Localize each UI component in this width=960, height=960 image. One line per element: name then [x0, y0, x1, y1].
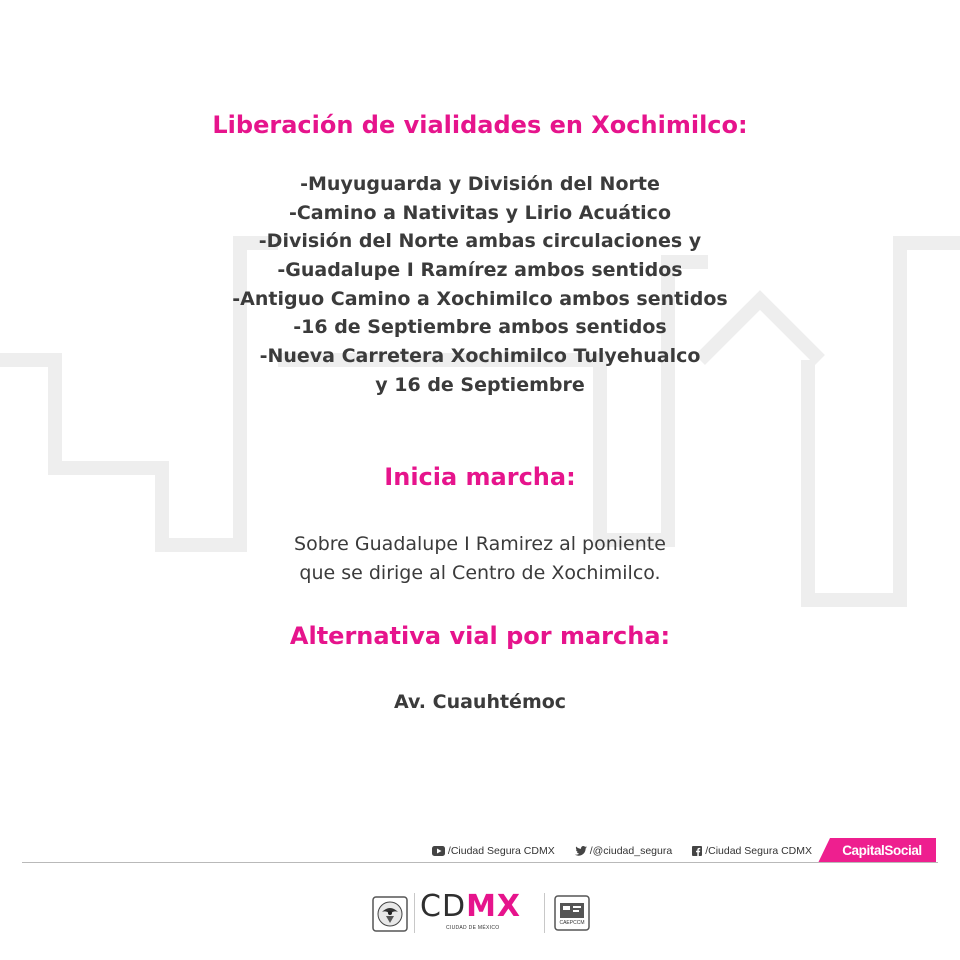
capital-social-badge[interactable] — [818, 838, 936, 863]
youtube-link[interactable] — [432, 845, 555, 857]
march-description — [0, 530, 960, 588]
road-item: -16 de Septiembre ambos sentidos — [293, 316, 667, 339]
march-line: Sobre Guadalupe I Ramirez al poniente — [294, 533, 666, 555]
twitter-link[interactable] — [575, 845, 672, 857]
facebook-link[interactable] — [692, 845, 812, 857]
road-item: -División del Norte ambas circulaciones y — [258, 230, 702, 253]
road-list — [0, 170, 960, 400]
youtube-icon — [432, 846, 445, 856]
cdmx-subtitle: CIUDAD DE MÉXICO — [446, 925, 500, 931]
caepccm-logo — [554, 895, 590, 931]
heading-alternative-route: Alternativa vial por marcha: — [289, 622, 671, 650]
twitter-label: /@ciudad_segura — [589, 845, 673, 857]
road-item: -Nueva Carretera Xochimilco Tulyehualco — [259, 345, 701, 368]
cdmx-wordmark — [420, 890, 521, 924]
wordmark-mx: MX — [466, 889, 522, 924]
road-item: -Muyuguarda y División del Norte — [300, 173, 660, 195]
social-links — [432, 839, 812, 863]
march-line: que se dirige al Centro de Xochimilco. — [299, 562, 661, 584]
alternative-route: Av. Cuauhtémoc — [393, 691, 567, 713]
facebook-icon — [692, 846, 702, 856]
caepccm-label: CAEPCCM — [559, 920, 585, 926]
youtube-label: /Ciudad Segura CDMX — [447, 845, 555, 857]
footer-divider — [22, 862, 938, 863]
road-item: -Antiguo Camino a Xochimilco ambos sentidos — [232, 287, 728, 310]
road-item: -Camino a Nativitas y Lirio Acuático — [288, 201, 672, 224]
road-item: -Guadalupe I Ramírez ambos sentidos — [277, 259, 683, 282]
road-item: y 16 de Septiembre — [375, 373, 585, 396]
badge-label: CapitalSocial — [842, 843, 922, 858]
heading-march-start: Inicia marcha: — [384, 463, 576, 491]
cdmx-logo-block — [368, 889, 592, 937]
facebook-label: /Ciudad Segura CDMX — [705, 845, 812, 857]
seal-icon — [372, 896, 408, 932]
logo-divider — [414, 893, 415, 933]
wordmark-cd: CD — [420, 889, 467, 924]
twitter-icon — [575, 846, 587, 856]
logo-divider — [544, 893, 545, 933]
heading-road-release: Liberación de vialidades en Xochimilco: — [212, 111, 748, 139]
